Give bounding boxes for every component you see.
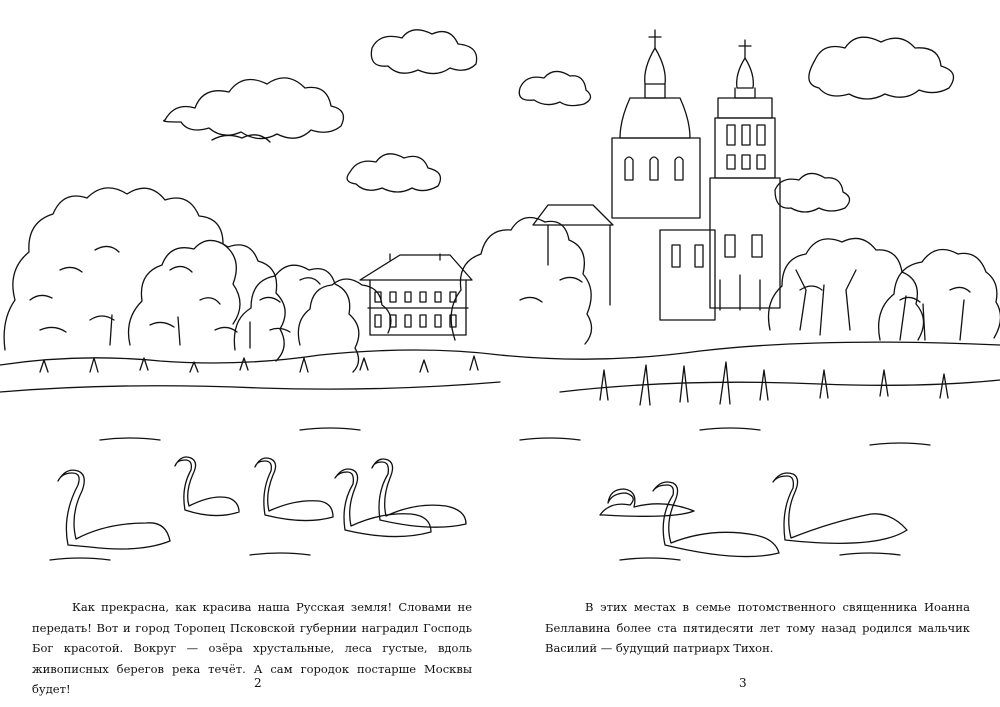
left-dome <box>645 48 666 84</box>
left-page-text <box>32 597 472 700</box>
swan <box>175 457 239 516</box>
clouds <box>164 30 954 212</box>
right-dome <box>737 58 754 88</box>
page-number-left: 2 <box>254 676 262 690</box>
swan <box>600 489 694 516</box>
swan <box>255 458 333 521</box>
swans-right <box>600 473 907 557</box>
cloud-left <box>164 78 344 139</box>
swan <box>58 470 170 549</box>
cloud-right <box>809 37 954 99</box>
water-ripples <box>50 428 930 560</box>
cloud-right-small <box>519 71 590 105</box>
left-cross <box>649 30 661 48</box>
manor-house <box>360 254 472 335</box>
river-banks <box>0 342 1000 405</box>
cloud-mid <box>347 154 440 192</box>
right-page-paragraph: В этих местах в семье потомственного священника Иоанна Беллавина более ста пятидесяти лет тому назад родился мальчик Василий — будущий патриарх Тихон. <box>545 600 970 655</box>
cloud-top-left <box>371 30 476 74</box>
right-cross <box>739 40 751 58</box>
right-page-text <box>545 597 970 659</box>
tree-line-left <box>4 188 391 372</box>
left-page-paragraph: Как прекрасна, как красива наша Русская земля! Словами не передать! Вот и город Торопец Псковской губернии наградил Господь Бог красотой. Вокруг — озёра хрустальные, леса густые, вдоль живописных берегов река течёт. А сам городок постарше Москвы будет! <box>32 600 472 696</box>
church <box>533 30 780 320</box>
swan <box>773 473 907 543</box>
swan <box>372 459 466 527</box>
page-number-right: 3 <box>739 676 747 690</box>
swans-left <box>58 457 466 549</box>
swan <box>653 482 779 557</box>
cloud-right-mid <box>775 173 850 212</box>
